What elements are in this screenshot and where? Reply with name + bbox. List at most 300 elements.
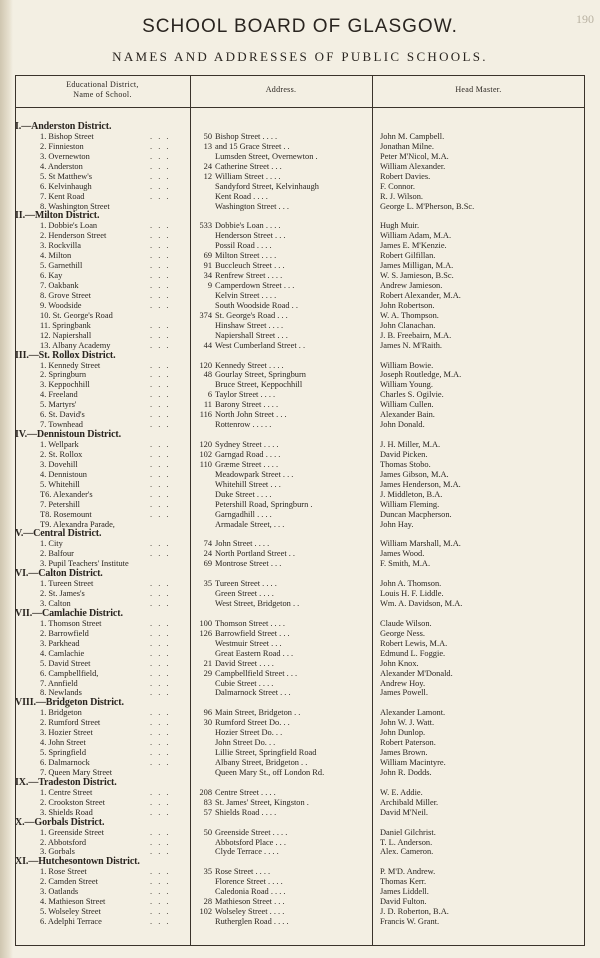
street-address: Sandyford Street, Kelvinhaugh	[215, 181, 319, 191]
street-number: 13	[203, 141, 212, 151]
head-master: James Brown.	[380, 748, 428, 758]
leader-dots: . . .	[150, 340, 171, 350]
street-number: 29	[203, 668, 212, 678]
leader-dots: . . .	[150, 579, 171, 589]
head-master: John R. Dodds.	[380, 767, 432, 777]
street-address: Dalmarnock Street . . .	[215, 688, 291, 698]
street-address: Rose Street . . . .	[215, 867, 271, 877]
leader-dots: . . .	[150, 370, 171, 380]
street-address: John Street . . . .	[215, 539, 270, 549]
school-name: 1. Kennedy Street	[40, 360, 101, 370]
school-name: 2. Balfour	[40, 549, 74, 559]
leader-dots: . . .	[150, 469, 171, 479]
school-name: 5. St Matthew's	[40, 171, 92, 181]
district-heading	[0, 569, 600, 579]
school-name: 7. Petershill	[40, 499, 81, 509]
school-name: T9. Alexandra Parade,	[40, 519, 115, 529]
leader-dots: . . .	[150, 271, 171, 281]
leader-dots: . . .	[150, 509, 171, 519]
table-row	[0, 579, 600, 589]
street-address: Mathieson Street . . .	[215, 897, 285, 907]
district-heading	[0, 857, 600, 867]
head-master: W. E. Addie.	[380, 787, 423, 797]
school-name: 4. John Street	[40, 738, 86, 748]
district-heading	[0, 430, 600, 440]
head-master: Robert Alexander, M.A.	[380, 290, 461, 300]
street-address: Kennedy Street . . . .	[215, 360, 284, 370]
table-row	[0, 629, 600, 639]
district-heading	[0, 211, 600, 221]
leader-dots: . . .	[150, 718, 171, 728]
street-number: 44	[203, 340, 212, 350]
table-row	[0, 251, 600, 261]
head-master: William Marshall, M.A.	[380, 539, 461, 549]
leader-dots: . . .	[150, 281, 171, 290]
school-name: 2. Finnieston	[40, 141, 84, 151]
leader-dots: . . .	[150, 708, 171, 718]
district-heading	[0, 818, 600, 828]
school-name: 1. Tureen Street	[40, 579, 94, 589]
head-master: John M. Campbell.	[380, 131, 445, 141]
leader-dots: . . .	[150, 758, 171, 767]
street-address: Great Eastern Road . . .	[215, 648, 294, 658]
school-name: 5. Wolseley Street	[40, 907, 101, 917]
head-master: Robert Davies.	[380, 171, 431, 181]
street-address: Catherine Street . . .	[215, 161, 282, 171]
street-address: Whitehill Street . . .	[215, 479, 281, 489]
street-number: 374	[199, 310, 212, 320]
table-row	[0, 221, 600, 231]
table-row	[0, 589, 600, 599]
head-master: P. M'D. Andrew.	[380, 867, 436, 877]
table-row	[0, 549, 600, 559]
school-name: 4. Mathieson Street	[40, 897, 106, 907]
head-master: William Cullen.	[380, 400, 434, 410]
head-master: John Robertson.	[380, 300, 435, 310]
table-row	[0, 828, 600, 838]
street-address: Cubie Street . . . .	[215, 678, 274, 688]
school-name: T6. Alexander's	[40, 489, 93, 499]
head-master: William Bowie.	[380, 360, 434, 370]
head-master: Thomas Kerr.	[380, 877, 427, 887]
head-master: John Dunlop.	[380, 728, 426, 738]
street-number: 50	[203, 131, 212, 141]
head-master: William Alexander.	[380, 161, 446, 171]
page-subtitle: NAMES AND ADDRESSES OF PUBLIC SCHOOLS.	[112, 49, 488, 64]
head-master: Andrew Hoy.	[380, 678, 426, 688]
leader-dots: . . .	[150, 807, 171, 817]
school-name: 5. Springfield	[40, 748, 87, 758]
head-master: Charles S. Ogilvie.	[380, 390, 444, 400]
school-name: 4. Anderston	[40, 161, 83, 171]
table-row	[0, 370, 600, 380]
street-address: and 15 Grace Street . .	[215, 141, 290, 151]
district-name: V.—Central District.	[15, 528, 102, 540]
street-number: 12	[203, 171, 212, 181]
school-name: 5. Garnethill	[40, 261, 83, 271]
leader-dots: . . .	[150, 628, 171, 638]
district-name: X.—Gorbals District.	[15, 816, 105, 828]
street-number: 35	[203, 867, 212, 877]
head-master: Daniel Gilchrist.	[380, 827, 436, 837]
table-row	[0, 728, 600, 738]
head-master: Hugh Muir.	[380, 221, 420, 231]
street-address: Lumsden Street, Overnewton .	[215, 151, 318, 161]
head-master: Andrew Jamieson.	[380, 281, 443, 290]
head-master: J. B. Freebairn, M.A.	[380, 330, 452, 340]
column-header-district-line2: Name of School.	[73, 90, 132, 99]
head-master: Edmund L. Foggie.	[380, 648, 446, 658]
table-row	[0, 669, 600, 679]
leader-dots: . . .	[150, 251, 171, 261]
table-row	[0, 877, 600, 887]
table-row	[0, 361, 600, 371]
leader-dots: . . .	[150, 410, 171, 420]
street-address: Washington Street . . .	[215, 201, 289, 211]
street-number: 28	[203, 897, 212, 907]
leader-dots: . . .	[150, 827, 171, 837]
school-name: 3. Pupil Teachers' Institute	[40, 559, 129, 569]
table-row	[0, 241, 600, 251]
street-number: 102	[199, 449, 212, 459]
table-row	[0, 440, 600, 450]
page-title: SCHOOL BOARD OF GLASGOW.	[142, 16, 458, 37]
street-address: Possil Road . . . .	[215, 241, 272, 251]
school-name: 6. Kelvinhaugh	[40, 181, 92, 191]
street-address: Abbotsford Place . . .	[215, 837, 286, 847]
head-master: W. S. Jamieson, B.Sc.	[380, 271, 454, 281]
head-master: Peter M'Nicol, M.A.	[380, 151, 449, 161]
street-address: Shields Road . . . .	[215, 807, 277, 817]
leader-dots: . . .	[150, 847, 171, 857]
head-master: James N. M'Raith.	[380, 340, 442, 350]
school-name: 8. Washington Street	[40, 201, 110, 211]
school-name: 2. St. Rollox	[40, 449, 83, 459]
school-name: 3. Rockvilla	[40, 241, 81, 251]
table-row	[0, 838, 600, 848]
leader-dots: . . .	[150, 231, 171, 241]
district-name: I.—Anderston District.	[15, 121, 112, 132]
district-heading	[0, 529, 600, 539]
street-number: 96	[203, 708, 212, 718]
leader-dots: . . .	[150, 380, 171, 390]
district-name: II.—Milton District.	[15, 210, 100, 222]
school-name: 1. City	[40, 539, 63, 549]
school-name: 3. Shields Road	[40, 807, 93, 817]
head-master: Francis W. Grant.	[380, 917, 440, 926]
leader-dots: . . .	[150, 917, 171, 926]
school-name: 13. Albany Academy	[40, 340, 111, 350]
leader-dots: . . .	[150, 638, 171, 648]
table-row	[0, 380, 600, 390]
leader-dots: . . .	[150, 261, 171, 271]
head-master: Robert Paterson.	[380, 738, 436, 748]
district-name: VI.—Calton District.	[15, 568, 103, 580]
head-master: Wm. A. Davidson, M.A.	[380, 599, 463, 608]
street-address: West Cumberland Street . .	[215, 340, 306, 350]
leader-dots: . . .	[150, 678, 171, 688]
street-address: Napiershall Street . . .	[215, 330, 288, 340]
head-master: James Henderson, M.A.	[380, 479, 461, 489]
street-address: Barony Street . . . .	[215, 400, 279, 410]
table-row	[0, 679, 600, 689]
leader-dots: . . .	[150, 897, 171, 907]
head-master: George Ness.	[380, 628, 425, 638]
school-name: T8. Rosemount	[40, 509, 92, 519]
street-number: 9	[207, 281, 212, 290]
head-master: David M'Neil.	[380, 807, 429, 817]
street-address: South Woodside Road . .	[215, 300, 298, 310]
table-row	[0, 649, 600, 659]
leader-dots: . . .	[150, 658, 171, 668]
table-row	[0, 192, 600, 202]
school-name: 4. Milton	[40, 251, 72, 261]
table-row	[0, 291, 600, 301]
table-row	[0, 132, 600, 142]
table-row	[0, 152, 600, 162]
table-row	[0, 798, 600, 808]
head-master: Thomas Stobo.	[380, 459, 431, 469]
leader-dots: . . .	[150, 877, 171, 887]
table-row	[0, 390, 600, 400]
school-name: 2. Abbotsford	[40, 837, 87, 847]
table-row	[0, 788, 600, 798]
district-name: III.—St. Rollox District.	[15, 349, 116, 361]
leader-dots: . . .	[150, 390, 171, 400]
school-name: 1. Bridgeton	[40, 708, 82, 718]
head-master: Duncan Macpherson.	[380, 509, 452, 519]
street-address: William Street . . . .	[215, 171, 281, 181]
district-name: XI.—Hutchesontown District.	[15, 856, 140, 868]
street-address: Duke Street . . . .	[215, 489, 272, 499]
street-number: 30	[203, 718, 212, 728]
leader-dots: . . .	[150, 400, 171, 410]
head-master: Archibald Miller.	[380, 797, 439, 807]
leader-dots: . . .	[150, 748, 171, 758]
header-divider	[15, 107, 585, 108]
school-name: 6. Dalmarnock	[40, 758, 90, 767]
street-number: 102	[199, 907, 212, 917]
leader-dots: . . .	[150, 787, 171, 797]
school-name: 3. Overnewton	[40, 151, 90, 161]
street-address: Garngad Road . . . .	[215, 449, 281, 459]
leader-dots: . . .	[150, 549, 171, 559]
street-address: Kelvin Street . . . .	[215, 290, 277, 300]
head-master: Alex. Cameron.	[380, 847, 434, 857]
head-master: Louis H. F. Liddle.	[380, 589, 444, 599]
table-row	[0, 261, 600, 271]
street-address: Meadowpark Street . . .	[215, 469, 294, 479]
school-name: 1. Bishop Street	[40, 131, 94, 141]
street-number: 35	[203, 579, 212, 589]
head-master: William Fleming.	[380, 499, 440, 509]
head-master: Jonathan Milne.	[380, 141, 434, 151]
column-header-district	[15, 80, 190, 100]
district-heading	[0, 778, 600, 788]
leader-dots: . . .	[150, 320, 171, 330]
table-row	[0, 917, 600, 927]
street-number: 6	[207, 390, 212, 400]
schools-table-body	[0, 122, 600, 927]
school-name: 1. Centre Street	[40, 787, 93, 797]
street-number: 120	[199, 440, 212, 449]
leader-dots: . . .	[150, 161, 171, 171]
head-master: William Macintyre.	[380, 758, 446, 767]
table-row	[0, 410, 600, 420]
street-address: Petershill Road, Springburn .	[215, 499, 313, 509]
street-address: Sydney Street . . . .	[215, 440, 279, 449]
table-row	[0, 400, 600, 410]
leader-dots: . . .	[150, 539, 171, 549]
column-header-district-line1: Educational District,	[66, 80, 139, 89]
school-name: 1. Rose Street	[40, 867, 87, 877]
school-name: 7. Kent Road	[40, 191, 85, 201]
street-number: 74	[203, 539, 212, 549]
district-name: IX.—Tradeston District.	[15, 776, 117, 788]
leader-dots: . . .	[150, 459, 171, 469]
school-name: 12. Napiershall	[40, 330, 92, 340]
head-master: Alexander Lamont.	[380, 708, 446, 718]
street-address: Taylor Street . . . .	[215, 390, 276, 400]
street-address: David Street . . . .	[215, 658, 274, 668]
table-row	[0, 311, 600, 321]
table-row	[0, 321, 600, 331]
school-name: 3. Hozier Street	[40, 728, 93, 738]
street-address: Montrose Street . . .	[215, 559, 282, 569]
street-address: Queen Mary St., off London Rd.	[215, 767, 325, 777]
school-name: 7. Oakbank	[40, 281, 79, 290]
street-address: Albany Street, Bridgeton . .	[215, 758, 308, 767]
table-row	[0, 718, 600, 728]
district-name: IV.—Dennistoun District.	[15, 429, 122, 441]
street-address: Thomson Street . . . .	[215, 618, 286, 628]
leader-dots: . . .	[150, 141, 171, 151]
leader-dots: . . .	[150, 479, 171, 489]
head-master: W. A. Thompson.	[380, 310, 439, 320]
leader-dots: . . .	[150, 589, 171, 599]
street-address: Wolseley Street . . . .	[215, 907, 285, 917]
school-name: 4. Dennistoun	[40, 469, 87, 479]
table-row	[0, 639, 600, 649]
school-name: 9. Woodside	[40, 300, 82, 310]
street-address: Green Street . . . .	[215, 589, 274, 599]
street-address: St. James' Street, Kingston .	[215, 797, 309, 807]
street-address: John Street Do. . .	[215, 738, 276, 748]
street-address: Henderson Street . . .	[215, 231, 286, 241]
leader-dots: . . .	[150, 191, 171, 201]
head-master: James E. M'Kenzie.	[380, 241, 447, 251]
leader-dots: . . .	[150, 300, 171, 310]
leader-dots: . . .	[150, 618, 171, 628]
leader-dots: . . .	[150, 151, 171, 161]
leader-dots: . . .	[150, 420, 171, 430]
school-name: 3. Calton	[40, 599, 71, 608]
street-number: 110	[199, 459, 212, 469]
street-address: Westmuir Street . . .	[215, 638, 282, 648]
table-row	[0, 510, 600, 520]
school-name: 8. Newlands	[40, 688, 82, 698]
street-address: Hozier Street Do. . .	[215, 728, 283, 738]
table-row	[0, 162, 600, 172]
table-row	[0, 708, 600, 718]
head-master: Alexander Bain.	[380, 410, 435, 420]
school-name: 7. Townhead	[40, 420, 83, 430]
leader-dots: . . .	[150, 330, 171, 340]
school-name: 3. Oatlands	[40, 887, 79, 897]
table-row	[0, 460, 600, 470]
street-address: St. George's Road . . .	[215, 310, 288, 320]
street-address: Bishop Street . . . .	[215, 131, 278, 141]
school-name: 6. Adelphi Terrace	[40, 917, 102, 926]
street-address: Garngadhill . . . .	[215, 509, 272, 519]
street-number: 100	[199, 618, 212, 628]
leader-dots: . . .	[150, 668, 171, 678]
street-number: 24	[203, 161, 212, 171]
school-name: 10. St. George's Road	[40, 310, 113, 320]
school-name: 1. Wellpark	[40, 440, 79, 449]
leader-dots: . . .	[150, 688, 171, 698]
table-row	[0, 490, 600, 500]
street-number: 91	[203, 261, 212, 271]
page-corner-number: 190	[576, 12, 594, 26]
leader-dots: . . .	[150, 738, 171, 748]
street-address: Florence Street . . . .	[215, 877, 283, 887]
street-address: Barrowfield Street . . .	[215, 628, 290, 638]
head-master: F. Connor.	[380, 181, 415, 191]
leader-dots: . . .	[150, 449, 171, 459]
table-row	[0, 271, 600, 281]
table-row	[0, 450, 600, 460]
street-number: 11	[203, 400, 212, 410]
street-address: North John Street . . .	[215, 410, 287, 420]
street-number: 69	[203, 559, 212, 569]
school-name: 1. Greenside Street	[40, 827, 104, 837]
street-number: 533	[199, 221, 212, 231]
school-name: 5. David Street	[40, 658, 91, 668]
head-master: John Knox.	[380, 658, 419, 668]
district-heading	[0, 698, 600, 708]
district-heading	[0, 609, 600, 619]
district-heading	[0, 351, 600, 361]
street-address: Rutherglen Road . . . .	[215, 917, 289, 926]
head-master: James Wood.	[380, 549, 425, 559]
head-master: James Gibson, M.A.	[380, 469, 449, 479]
school-name: 3. Parkhead	[40, 638, 80, 648]
head-master: James Powell.	[380, 688, 428, 698]
head-master: David Fulton.	[380, 897, 427, 907]
column-header-address: Address.	[265, 85, 297, 94]
table-row	[0, 887, 600, 897]
leader-dots: . . .	[150, 728, 171, 738]
table-row	[0, 331, 600, 341]
street-address: Renfrew Street . . . .	[215, 271, 283, 281]
leader-dots: . . .	[150, 131, 171, 141]
street-number: 208	[199, 787, 212, 797]
leader-dots: . . .	[150, 440, 171, 449]
street-number: 24	[203, 549, 212, 559]
head-master: Joseph Routledge, M.A.	[380, 370, 462, 380]
table-row	[0, 867, 600, 877]
leader-dots: . . .	[150, 648, 171, 658]
school-name: 2. Crookston Street	[40, 797, 105, 807]
table-row	[0, 301, 600, 311]
street-address: Dobbie's Loan . . . .	[215, 221, 281, 231]
street-address: Centre Street . . . .	[215, 787, 276, 797]
head-master: Alexander M'Donald.	[380, 668, 453, 678]
leader-dots: . . .	[150, 599, 171, 608]
head-master: Claude Wilson.	[380, 618, 432, 628]
head-master: William Adam, M.A.	[380, 231, 452, 241]
